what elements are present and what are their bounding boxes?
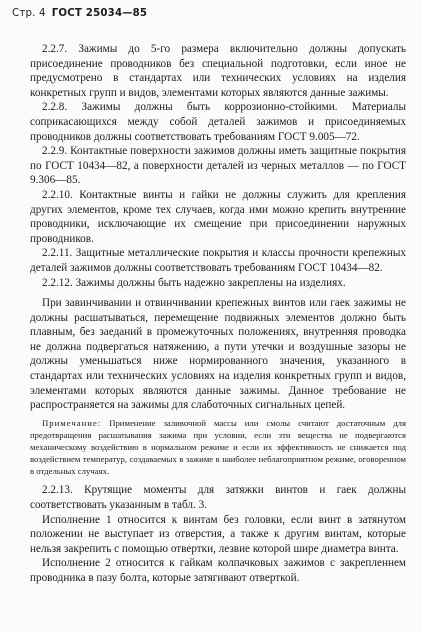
clause-2-2-7: 2.2.7. Зажимы до 5-го размера включительно должны допускать присоединение проводников без специальной подготовки, если иное не предусмотрено в стандартах или технических условиях на изделия конкретных групп и видов, элементами которых являются данные зажимы. <box>30 43 406 99</box>
page-header <box>12 8 147 19</box>
clause-2-2-9: 2.2.9. Контактные поверхности зажимов должны иметь защитные покрытия по ГОСТ 10434—82, а поверхности деталей из черных металлов — по ГОСТ 9.306—85. <box>30 145 406 187</box>
note-text: Применение заливочной массы или смолы считают достаточным для предотвращения расшатывания зажима при условии, если эти вещества не подвергаются механическому воздействию в нормальном режиме и если их эффективность не снижается под воздействием температур, создаваемых в зажиме в наиболее неблагоприятном режиме, оговоренном в отдельных случаях. <box>30 417 407 477</box>
paragraph-execution-1: Исполнение 1 относится к винтам без головки, если винт в затянутом положении не выступает из отверстия, а также к другим винтам, которые нельзя закрепить с помощью отвертки, лезвие которой шире диаметра винта. <box>30 513 406 555</box>
clause-2-2-13: 2.2.13. Крутящие моменты для затяжки винтов и гаек должны соответствовать указанным в табл. 3. <box>30 484 406 511</box>
clause-2-2-11: 2.2.11. Защитные металлические покрытия и классы прочности крепежных деталей зажимов должны соответствовать требованиям ГОСТ 10434—82. <box>30 247 406 274</box>
note-label: Примечание: <box>42 417 102 428</box>
standard-number: ГОСТ 25034—85 <box>51 8 148 19</box>
clause-2-2-8: 2.2.8. Зажимы должны быть коррозионно-стойкими. Материалы соприкасающихся между собой деталей зажимов и присоединяемых проводников должны соответствовать требованиям ГОСТ 9.005—72. <box>30 101 406 143</box>
paragraph-tightening: При завинчивании и отвинчивании крепежных винтов или гаек зажимы не должны расшатываться, перемещение подвижных элементов должно быть плавным, без заеданий в промежуточных положениях, внутренняя проводка не должна подвергаться натяжению, а пути утечки и воздушные зазоры не должны уменьшаться ниже нормированного значения, указанного в стандартах или технических условиях на изделия конкретных групп и видов, элементами которых являются данные зажимы. Данное требование не распространяется на зажимы для слаботочных сигнальных цепей. <box>30 297 406 412</box>
clause-2-2-10: 2.2.10. Контактные винты и гайки не должны служить для крепления других элементов, кроме тех случаев, когда ими можно крепить внутренние проводники, исключающие их смещение при присоединении наружных проводников. <box>30 188 406 245</box>
paragraph-execution-2: Исполнение 2 относится к гайкам колпачковых зажимов с закрепленнем проводника в пазу болта, которые затягивают отверткой. <box>30 557 406 584</box>
clause-2-2-12: 2.2.12. Зажимы должны быть надежно закреплены на изделиях. <box>42 276 346 289</box>
page-number: Стр. 4 <box>12 8 46 19</box>
note <box>30 417 406 477</box>
document-body <box>30 42 406 585</box>
